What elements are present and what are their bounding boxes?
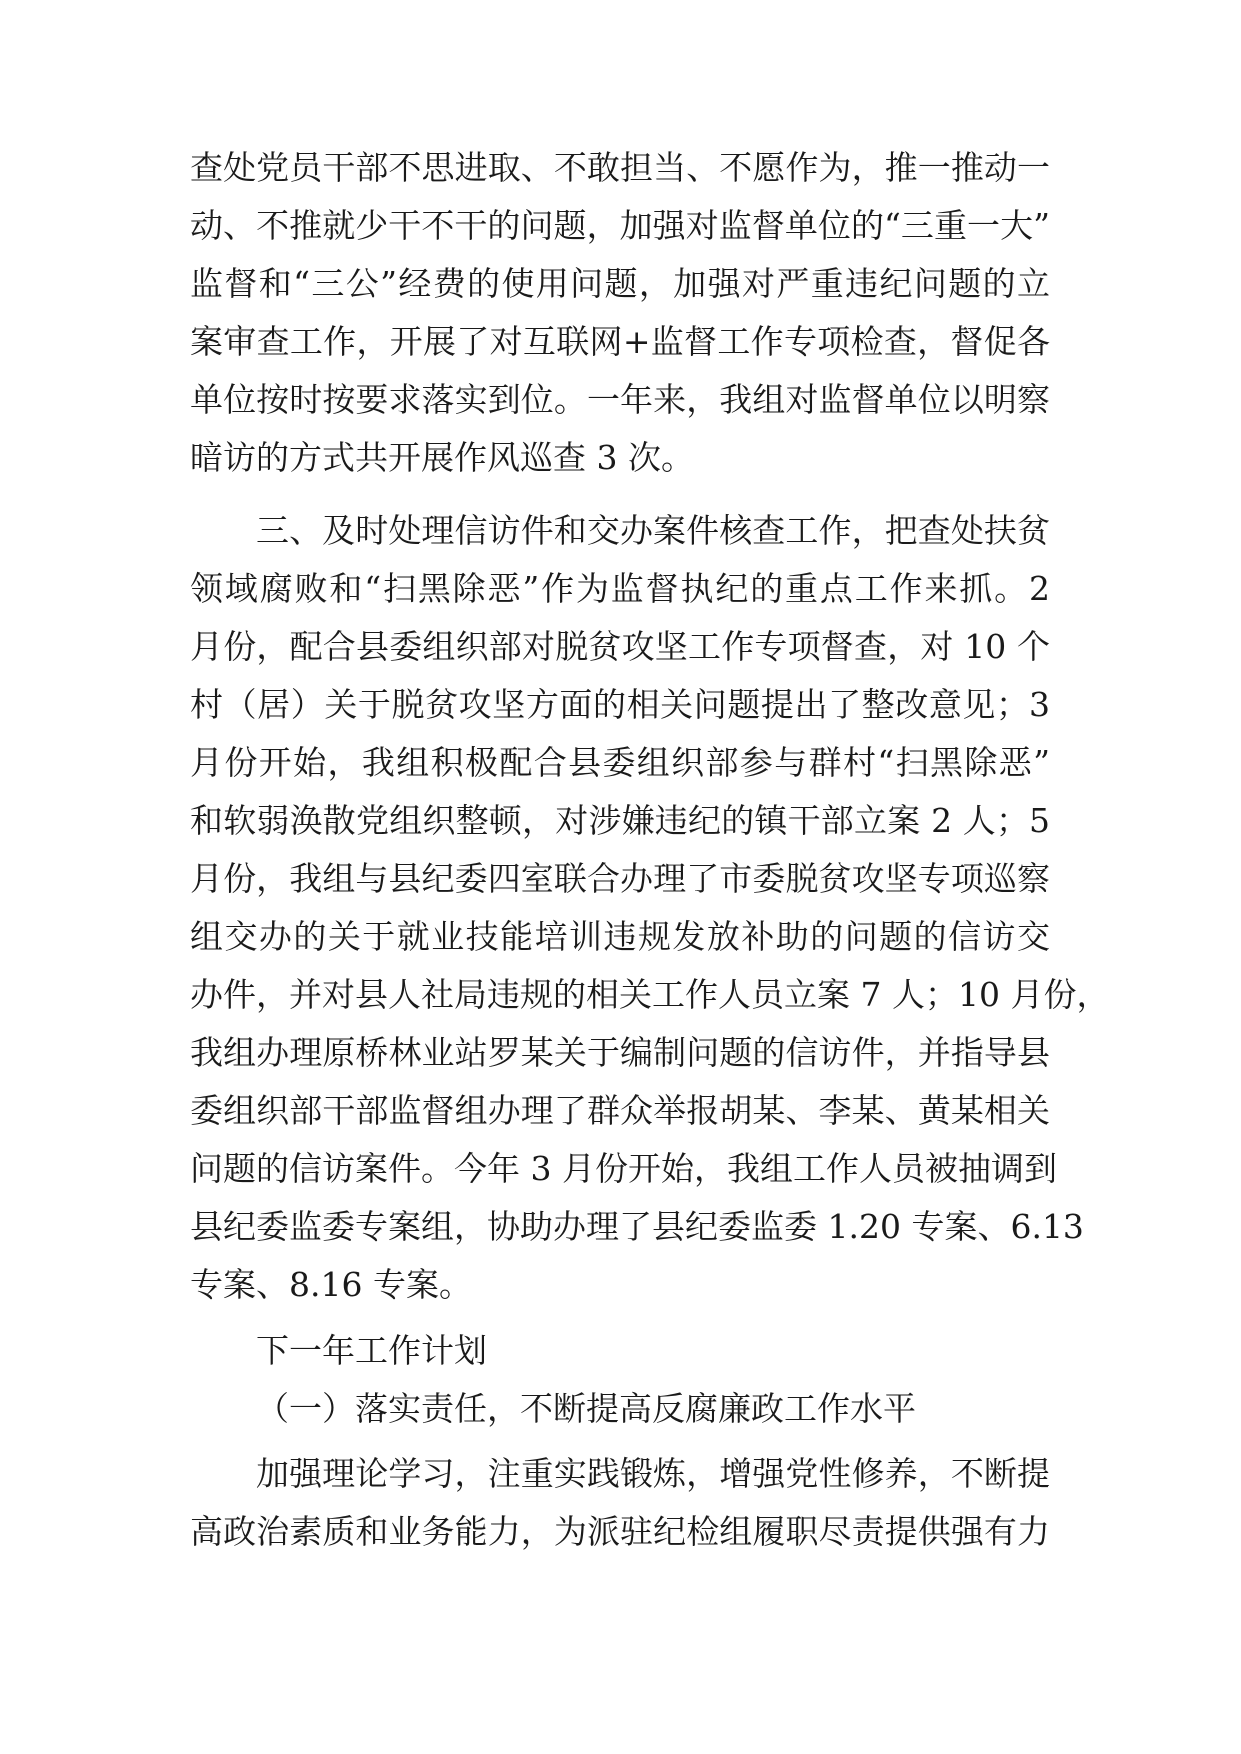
paragraph-line: 高政治素质和业务能力，为派驻纪检组履职尽责提供强有力 [190,1512,1050,1551]
paragraph-line: 专案、8.16 专案。 [190,1265,472,1304]
paragraph-line: 单位按时按要求落实到位。一年来，我组对监督单位以明察 [190,380,1050,419]
paragraph-line: 监督和“三公”经费的使用问题，加强对严重违纪问题的立 [190,264,1050,303]
paragraph-line: 三、及时处理信访件和交办案件核查工作，把查处扶贫 [256,511,1050,550]
paragraph-line: 月份开始，我组积极配合县委组织部参与群村“扫黑除恶” [190,743,1050,782]
paragraph-line: 问题的信访案件。今年 3 月份开始，我组工作人员被抽调到 [190,1149,1057,1188]
paragraph-line: 加强理论学习，注重实践锻炼，增强党性修养，不断提 [256,1454,1050,1493]
paragraph-line: 查处党员干部不思进取、不敢担当、不愿作为，推一推动一 [190,148,1050,187]
paragraph-line: 案审查工作，开展了对互联网+监督工作专项检查，督促各 [190,322,1050,361]
paragraph-line: 办件，并对县人社局违规的相关工作人员立案 7 人；10 月份， [190,975,1110,1014]
paragraph-line: 动、不推就少干不干的问题，加强对监督单位的“三重一大” [190,206,1050,245]
paragraph-line: 领域腐败和“扫黑除恶”作为监督执纪的重点工作来抓。2 [190,569,1050,608]
paragraph-line: 委组织部干部监督组办理了群众举报胡某、李某、黄某相关 [190,1091,1050,1130]
paragraph-line: 月份，我组与县纪委四室联合办理了市委脱贫攻坚专项巡察 [190,859,1050,898]
paragraph-line: 村（居）关于脱贫攻坚方面的相关问题提出了整改意见；3 [190,685,1050,724]
paragraph-line: 组交办的关于就业技能培训违规发放补助的问题的信访交 [190,917,1050,956]
subsection-heading: （一）落实责任，不断提高反腐廉政工作水平 [256,1389,916,1428]
paragraph-line: 暗访的方式共开展作风巡查 3 次。 [190,438,694,477]
paragraph-line: 县纪委监委专案组，协助办理了县纪委监委 1.20 专案、6.13 [190,1207,1084,1246]
paragraph-line: 我组办理原桥林业站罗某关于编制问题的信访件，并指导县 [190,1033,1050,1072]
section-heading: 下一年工作计划 [256,1331,487,1370]
paragraph-line: 月份，配合县委组织部对脱贫攻坚工作专项督查，对 10 个 [190,627,1050,666]
paragraph-line: 和软弱涣散党组织整顿，对涉嫌违纪的镇干部立案 2 人；5 [190,801,1050,840]
